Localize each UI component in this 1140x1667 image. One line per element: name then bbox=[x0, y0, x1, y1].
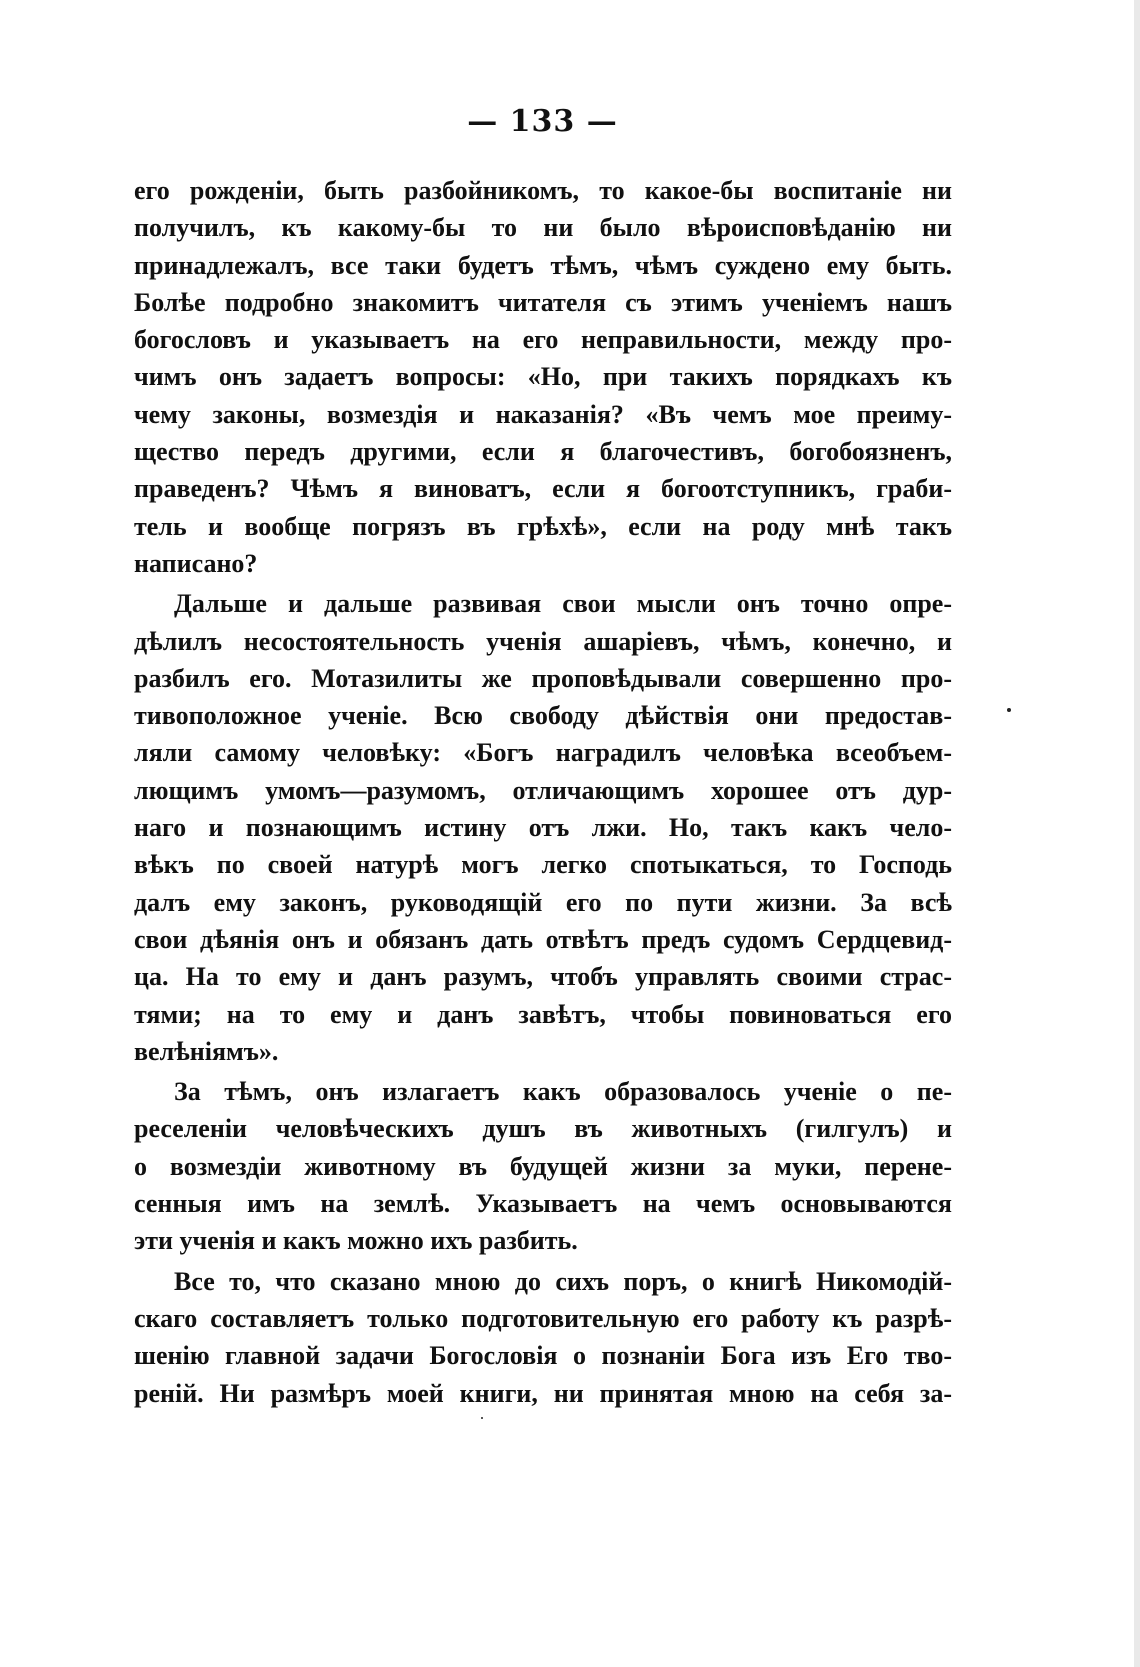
text-line: его рожденіи, быть разбойникомъ, то какое-бы воспитаніе ни bbox=[134, 176, 952, 205]
text-line: о возмездіи животному въ будущей жизни за муки, перене- bbox=[134, 1151, 952, 1181]
text-line: получилъ, къ какому-бы то ни было вѣроисповѣданію ни bbox=[134, 213, 952, 243]
text-line: принадлежалъ, все таки будетъ тѣмъ, чѣмъ суждено ему быть. bbox=[134, 250, 952, 280]
body-text bbox=[134, 172, 952, 1412]
text-line: далъ ему законъ, руководящій его по пути жизни. За всѣ bbox=[134, 887, 952, 917]
page-edge-shadow bbox=[1134, 0, 1140, 1667]
text-line: тивоположное ученіе. Всю свободу дѣйствія они предостав- bbox=[134, 701, 952, 731]
text-line: свои дѣянія онъ и обязанъ дать отвѣтъ предъ судомъ Сердцевид- bbox=[134, 924, 952, 954]
text-line: богословъ и указываетъ на его неправильности, между про- bbox=[134, 325, 952, 355]
text-line: наго и познающимъ истину отъ лжи. Но, такъ какъ чело- bbox=[134, 813, 952, 843]
text-line: праведенъ? Чѣмъ я виноватъ, если я богоотступникъ, граби- bbox=[134, 474, 952, 504]
text-line: вѣкъ по своей натурѣ могъ легко спотыкаться, то Господь bbox=[134, 850, 952, 880]
text-line: эти ученія и какъ можно ихъ разбить. bbox=[134, 1226, 578, 1256]
paragraph-4 bbox=[134, 1263, 952, 1412]
paragraph-2 bbox=[134, 585, 952, 1070]
text-line: Болѣе подробно знакомитъ читателя съ этимъ ученіемъ нашъ bbox=[134, 287, 952, 317]
scan-speck bbox=[1007, 708, 1011, 712]
text-line: чимъ онъ задаетъ вопросы: «Но, при такихъ порядкахъ къ bbox=[134, 362, 952, 392]
text-line: реселеніи человѣческихъ душъ въ животныхъ (гилгулъ) и bbox=[134, 1114, 952, 1144]
paragraph-3 bbox=[134, 1073, 952, 1259]
text-line: За тѣмъ, онъ излагаетъ какъ образовалось ученіе о пе- bbox=[174, 1077, 952, 1107]
text-line: тями; на то ему и данъ завѣтъ, чтобы повиноваться его bbox=[134, 999, 952, 1029]
text-line: дѣлилъ несостоятельность ученія ашаріевъ, чѣмъ, конечно, и bbox=[134, 626, 952, 656]
text-line: написано? bbox=[134, 548, 258, 578]
text-line: ца. На то ему и данъ разумъ, чтобъ управлять своими страс- bbox=[134, 962, 952, 992]
text-line: чему законы, возмездія и наказанія? «Въ чемъ мое преиму- bbox=[134, 399, 952, 429]
text-line: Дальше и дальше развивая свои мысли онъ точно опре- bbox=[174, 589, 952, 619]
text-line: разбилъ его. Мотазилиты же проповѣдывали совершенно про- bbox=[134, 663, 952, 693]
text-line: скаго составляетъ только подготовительную его работу къ разрѣ- bbox=[134, 1303, 952, 1333]
text-line: велѣніямъ». bbox=[134, 1036, 279, 1066]
text-line: шенію главной задачи Богословія о познаніи Бога изъ Его тво- bbox=[134, 1341, 952, 1371]
text-line: тель и вообще погрязъ въ грѣхѣ», если на роду мнѣ такъ bbox=[134, 511, 952, 541]
text-line: Все то, что сказано мною до сихъ поръ, о книгѣ Никомодій- bbox=[174, 1266, 952, 1296]
page-number: — 133 — bbox=[467, 104, 618, 139]
text-line: лющимъ умомъ—разумомъ, отличающимъ хорошее отъ дур- bbox=[134, 775, 952, 805]
paragraph-1 bbox=[134, 172, 952, 582]
text-line: ляли самому человѣку: «Богъ наградилъ человѣка всеобъем- bbox=[134, 738, 952, 768]
text-line: щество передъ другими, если я благочестивъ, богобоязненъ, bbox=[134, 437, 952, 467]
text-line: реній. Ни размѣръ моей книги, ни принятая мною на себя за- bbox=[134, 1378, 952, 1408]
scan-speck bbox=[481, 1417, 483, 1419]
text-line: сенныя имъ на землѣ. Указываетъ на чемъ основываются bbox=[134, 1189, 952, 1219]
